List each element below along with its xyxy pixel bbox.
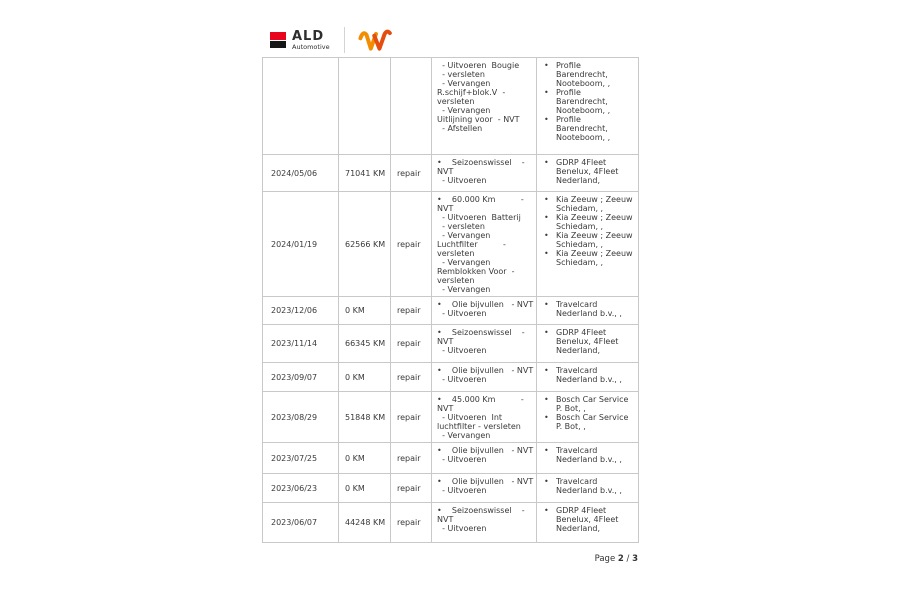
type-value: repair [397, 239, 421, 249]
description-line: versleten [437, 276, 475, 285]
type-cell [391, 297, 432, 325]
service-history-section [262, 57, 639, 543]
description-cell [432, 503, 537, 543]
table-row [263, 325, 639, 363]
locations-cell [537, 325, 639, 363]
description-cell [432, 392, 537, 443]
locations-cell [537, 392, 639, 443]
description-cell [432, 297, 537, 325]
date-cell [263, 155, 339, 192]
description-line: - Uitvoeren Batterij [437, 213, 521, 222]
km-cell [339, 297, 391, 325]
brand-name: ALD [292, 28, 325, 44]
service-history-table [262, 57, 639, 543]
description-line: NVT [437, 337, 454, 346]
km-cell [339, 192, 391, 297]
location-name: Travelcard Nederland b.v., , [556, 300, 622, 318]
type-cell [391, 325, 432, 363]
description-cell [432, 363, 537, 392]
description-line: versleten [437, 97, 475, 106]
location-item [543, 477, 636, 495]
bullet-icon: • [544, 395, 549, 404]
location-name: Kia Zeeuw ; Zeeuw Schiedam, , [556, 249, 633, 267]
description-line: - Vervangen [437, 258, 491, 267]
type-value: repair [397, 306, 421, 315]
bullet-icon: • [544, 61, 549, 70]
km-value: 44248 KM [345, 518, 386, 527]
table-row [263, 474, 639, 503]
description-line: - Vervangen [437, 106, 491, 115]
location-name: Profile Barendrecht, Nooteboom, , [556, 61, 611, 88]
date-cell [263, 297, 339, 325]
description-line: - Uitvoeren [437, 346, 487, 355]
description-line: • 45.000 Km - [437, 395, 524, 404]
date-value: 2023/09/07 [271, 372, 318, 382]
location-item [543, 213, 636, 231]
table-row [263, 155, 639, 192]
description-line: - Vervangen [437, 285, 491, 294]
location-name: GDRP 4Fleet Benelux, 4Fleet Nederland, [556, 506, 619, 533]
location-name: Bosch Car Service P. Bot, , [556, 395, 629, 413]
bullet-icon: • [544, 158, 549, 167]
locations-cell [537, 363, 639, 392]
description-line: - Uitvoeren Int [437, 413, 503, 422]
date-cell [263, 443, 339, 474]
description-line: - Vervangen [437, 79, 491, 88]
description-line: • Seizoenswissel - [437, 328, 525, 337]
date-value: 2023/12/06 [271, 306, 318, 315]
current-page-number: 2 [617, 554, 624, 564]
page-indicator [262, 554, 638, 564]
date-cell [263, 58, 339, 155]
description-cell [432, 58, 537, 155]
locations-cell [537, 503, 639, 543]
description-line: • Olie bijvullen - NVT [437, 300, 534, 309]
km-cell [339, 155, 391, 192]
description-line: - versleten [437, 222, 485, 231]
description-line: • Olie bijvullen - NVT [437, 366, 534, 375]
description-cell [432, 443, 537, 474]
description-line: - Uitvoeren [437, 375, 487, 384]
description-line: - Uitvoeren [437, 176, 487, 185]
type-cell [391, 443, 432, 474]
type-cell [391, 503, 432, 543]
location-item [543, 115, 636, 142]
date-cell [263, 363, 339, 392]
description-cell [432, 192, 537, 297]
description-line: Luchtfilter - [437, 240, 506, 249]
km-value: 0 KM [345, 453, 365, 463]
location-item [543, 195, 636, 213]
locations-cell [537, 297, 639, 325]
km-value: 0 KM [345, 306, 365, 315]
description-line: - Uitvoeren [437, 455, 487, 464]
type-cell [391, 363, 432, 392]
table-row [263, 443, 639, 474]
logo-divider [344, 27, 345, 53]
bullet-icon: • [544, 231, 549, 240]
date-value: 2023/08/29 [271, 412, 318, 422]
location-item [543, 300, 636, 318]
description-line: NVT [437, 204, 454, 213]
service-history-table-body [263, 58, 639, 543]
location-item [543, 413, 636, 431]
locations-cell [537, 192, 639, 297]
km-cell [339, 443, 391, 474]
description-line: - Vervangen [437, 231, 491, 240]
description-line: • Seizoenswissel - [437, 158, 525, 167]
description-line: - Afstellen [437, 124, 483, 133]
description-line: - Uitvoeren [437, 309, 487, 318]
location-item [543, 88, 636, 115]
location-item [543, 249, 636, 267]
type-value: repair [397, 168, 421, 178]
location-name: Kia Zeeuw ; Zeeuw Schiedam, , [556, 231, 633, 249]
location-item [543, 231, 636, 249]
table-row [263, 392, 639, 443]
page-header [270, 26, 395, 54]
km-cell [339, 392, 391, 443]
location-item [543, 61, 636, 88]
location-name: Profile Barendrecht, Nooteboom, , [556, 115, 611, 142]
total-page-number: 3 [632, 554, 638, 564]
location-name: GDRP 4Fleet Benelux, 4Fleet Nederland, [556, 158, 619, 185]
location-item [543, 158, 636, 185]
bullet-icon: • [544, 446, 549, 455]
type-value: repair [397, 453, 421, 463]
date-value: 2024/01/19 [271, 239, 318, 249]
location-name: Travelcard Nederland b.v., , [556, 366, 622, 384]
location-name: Travelcard Nederland b.v., , [556, 477, 622, 495]
bullet-icon: • [544, 115, 549, 124]
location-item [543, 446, 636, 464]
date-cell [263, 192, 339, 297]
location-name: Bosch Car Service P. Bot, , [556, 413, 629, 431]
type-value: repair [397, 372, 421, 382]
description-line: - Uitvoeren Bougie [437, 61, 520, 70]
description-cell [432, 325, 537, 363]
bullet-icon: • [544, 328, 549, 337]
description-cell [432, 155, 537, 192]
description-line: Uitlijning voor - NVT [437, 115, 520, 124]
km-value: 51848 KM [345, 412, 386, 422]
brand-subtitle: Automotive [292, 42, 330, 51]
locations-cell [537, 443, 639, 474]
ald-logo-text [292, 30, 330, 51]
location-name: Travelcard Nederland b.v., , [556, 446, 622, 464]
bullet-icon: • [544, 195, 549, 204]
date-value: 2024/05/06 [271, 168, 318, 178]
description-line: - Vervangen [437, 431, 491, 440]
km-value: 0 KM [345, 483, 365, 493]
table-row [263, 363, 639, 392]
description-line: NVT [437, 404, 454, 413]
location-item [543, 328, 636, 355]
type-value: repair [397, 412, 421, 422]
description-line: Remblokken Voor - [437, 267, 515, 276]
km-value: 0 KM [345, 372, 365, 382]
description-line: NVT [437, 515, 454, 524]
location-name: Profile Barendrecht, Nooteboom, , [556, 88, 611, 115]
type-value: repair [397, 483, 421, 493]
bullet-icon: • [544, 366, 549, 375]
locations-cell [537, 58, 639, 155]
location-item [543, 506, 636, 533]
table-row [263, 192, 639, 297]
location-item [543, 366, 636, 384]
description-line: • Olie bijvullen - NVT [437, 477, 534, 486]
date-value: 2023/06/07 [271, 518, 318, 527]
description-line: - Uitvoeren [437, 524, 487, 533]
type-value: repair [397, 339, 421, 348]
km-cell [339, 503, 391, 543]
date-value: 2023/11/14 [271, 339, 318, 348]
location-item [543, 395, 636, 413]
bullet-icon: • [544, 213, 549, 222]
description-line: luchtfilter - versleten [437, 422, 521, 431]
locations-cell [537, 155, 639, 192]
bullet-icon: • [544, 300, 549, 309]
bullet-icon: • [544, 506, 549, 515]
description-line: versleten [437, 249, 475, 258]
type-cell [391, 192, 432, 297]
type-value: repair [397, 518, 421, 527]
type-cell [391, 155, 432, 192]
date-value: 2023/07/25 [271, 453, 318, 463]
page-label: Page [594, 554, 618, 564]
locations-cell [537, 474, 639, 503]
km-cell [339, 474, 391, 503]
km-value: 66345 KM [345, 339, 386, 348]
description-line: • 60.000 Km - [437, 195, 524, 204]
description-line: • Olie bijvullen - NVT [437, 446, 534, 455]
description-line: • Seizoenswissel - [437, 506, 525, 515]
date-cell [263, 325, 339, 363]
type-cell [391, 474, 432, 503]
table-row [263, 297, 639, 325]
description-line: R.schijf+blok.V - [437, 88, 506, 97]
table-row [263, 58, 639, 155]
date-cell [263, 503, 339, 543]
description-line: - Uitvoeren [437, 486, 487, 495]
location-name: GDRP 4Fleet Benelux, 4Fleet Nederland, [556, 328, 619, 355]
description-line: - versleten [437, 70, 485, 79]
km-value: 62566 KM [345, 239, 386, 249]
table-row [263, 503, 639, 543]
type-cell [391, 58, 432, 155]
km-value: 71041 KM [345, 168, 386, 178]
ald-automotive-logo [270, 30, 330, 51]
bullet-icon: • [544, 413, 549, 422]
description-cell [432, 474, 537, 503]
ald-logo-square-icon [270, 32, 286, 48]
date-cell [263, 474, 339, 503]
km-cell [339, 363, 391, 392]
bullet-icon: • [544, 477, 549, 486]
km-cell [339, 58, 391, 155]
date-cell [263, 392, 339, 443]
description-line: NVT [437, 167, 454, 176]
type-cell [391, 392, 432, 443]
location-name: Kia Zeeuw ; Zeeuw Schiedam, , [556, 195, 633, 213]
bullet-icon: • [544, 88, 549, 97]
km-cell [339, 325, 391, 363]
location-name: Kia Zeeuw ; Zeeuw Schiedam, , [556, 213, 633, 231]
partner-w-logo-icon [357, 26, 395, 54]
bullet-icon: • [544, 249, 549, 258]
date-value: 2023/06/23 [271, 483, 318, 493]
page-separator: / [623, 554, 633, 564]
